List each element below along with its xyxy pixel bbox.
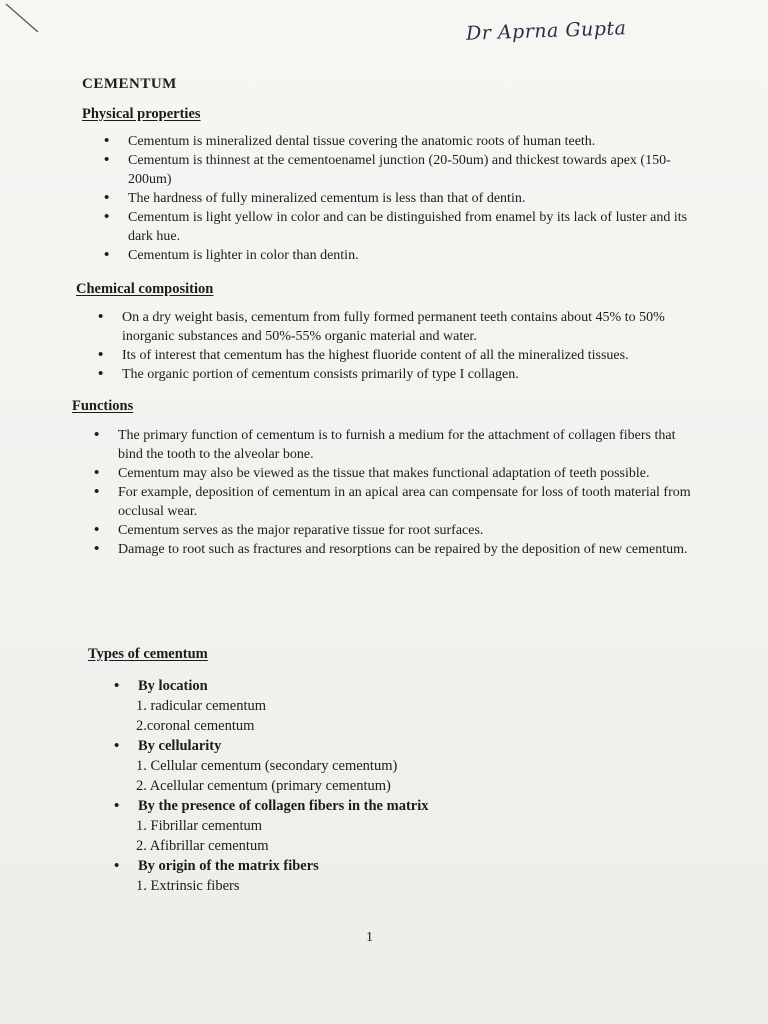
list-item: • On a dry weight basis, cementum from fully formed permanent teeth contains about 45% to 50% inorganic substances and 50%-55% organic material and water. — [98, 308, 692, 346]
list-item: • Cementum is lighter in color than dentin. — [104, 246, 690, 265]
type-group-origin — [114, 856, 534, 896]
document-title: CEMENTUM — [82, 76, 177, 92]
type-group-collagen — [114, 796, 534, 856]
list-item: • Cementum is mineralized dental tissue covering the anatomic roots of human teeth. — [104, 132, 690, 151]
section-heading-chemical: Chemical composition — [76, 281, 214, 297]
list-item: • Cementum serves as the major reparative tissue for root surfaces. — [94, 521, 694, 540]
type-group-location — [114, 676, 534, 736]
list-item: • Cementum is light yellow in color and can be distinguished from enamel by its lack of luster and its dark hue. — [104, 208, 690, 246]
functions-list — [94, 426, 694, 559]
pen-stroke-mark — [4, 2, 44, 42]
list-item: • The primary function of cementum is to furnish a medium for the attachment of collagen fibers that bind the tooth to the alveolar bone. — [94, 426, 694, 464]
section-heading-functions: Functions — [72, 398, 134, 414]
list-item: • Damage to root such as fractures and resorptions can be repaired by the deposition of new cementum. — [94, 540, 694, 559]
type-subitem: 2. Acellular cementum (primary cementum) — [136, 778, 391, 794]
type-group-cellularity — [114, 736, 534, 796]
types-of-cementum-list — [114, 676, 534, 896]
type-subitem: 1. radicular cementum — [136, 698, 267, 714]
author-signature: Dr Aprna Gupta — [465, 17, 627, 45]
type-subitem: 1. Cellular cementum (secondary cementum) — [136, 758, 398, 774]
type-title: • By origin of the matrix fibers — [114, 856, 534, 876]
section-heading-types: Types of cementum — [88, 646, 208, 662]
type-title: • By cellularity — [114, 736, 534, 756]
list-item: • Cementum is thinnest at the cementoenamel junction (20-50um) and thickest towards apex (150-200um) — [104, 151, 690, 189]
list-item: • The hardness of fully mineralized cementum is less than that of dentin. — [104, 189, 690, 208]
list-item: • For example, deposition of cementum in an apical area can compensate for loss of tooth material from occlusal wear. — [94, 483, 694, 521]
physical-properties-list — [104, 132, 690, 265]
type-subitem: 2.coronal cementum — [136, 718, 255, 734]
list-item: • Its of interest that cementum has the highest fluoride content of all the mineralized tissues. — [98, 346, 692, 365]
section-heading-physical: Physical properties — [82, 106, 201, 122]
type-title: • By the presence of collagen fibers in the matrix — [114, 796, 534, 816]
type-subitem: 2. Afibrillar cementum — [136, 838, 269, 854]
type-title: • By location — [114, 676, 534, 696]
type-subitem: 1. Fibrillar cementum — [136, 818, 263, 834]
chemical-composition-list — [98, 308, 692, 384]
page-number: 1 — [366, 930, 373, 945]
type-subitem: 1. Extrinsic fibers — [136, 878, 240, 894]
list-item: • The organic portion of cementum consists primarily of type I collagen. — [98, 365, 692, 384]
list-item: • Cementum may also be viewed as the tissue that makes functional adaptation of teeth possible. — [94, 464, 694, 483]
